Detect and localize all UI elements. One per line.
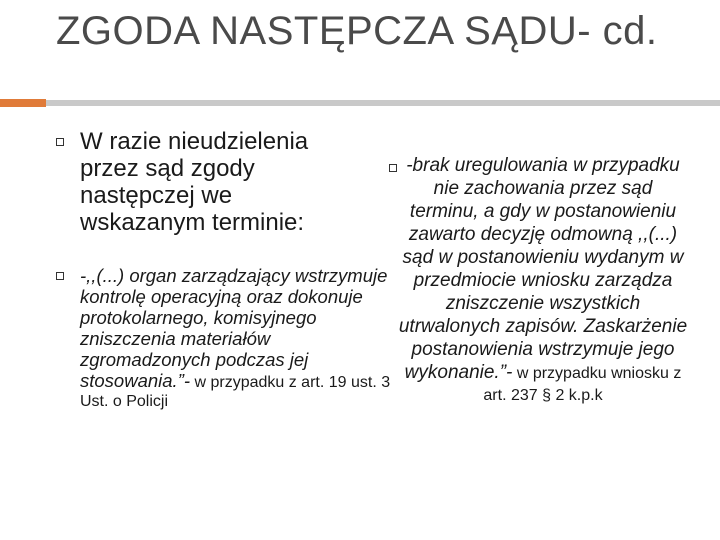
right-bullet: [398, 154, 688, 407]
bullet-icon: [389, 164, 397, 172]
left-bullet-2: [80, 266, 392, 411]
bullet-icon: [56, 272, 64, 280]
left-bullet-2-normal: w przypadku z art. 19 ust. 3 Ust. o Policji: [80, 374, 391, 410]
title-rule-line: [46, 100, 720, 106]
left-bullet-2-italic: -,,(...) organ zarządzający wstrzymuje kontrolę operacyjną oraz dokonuje protokolarnego, komisyjnego zniszczenia materiałów zgromadzonych podczas jej stosowania.”-: [80, 265, 388, 391]
left-bullet-1-text: W razie nieudzielenia przez sąd zgody następczej we wskazanym terminie:: [80, 128, 309, 236]
right-bullet-normal: w przypadku wniosku z art. 237 § 2 k.p.k: [483, 365, 682, 404]
title-rule-accent: [0, 99, 46, 107]
slide-title: ZGODA NASTĘPCZA SĄDU- cd.: [56, 9, 658, 53]
right-bullet-italic: -brak uregulowania w przypadku nie zachowania przez sąd terminu, a gdy w postanowieniu zawarto decyzję odmowną ,,(...) sąd w postanowieniu wydanym w przedmiocie wniosku zarządza zniszczenie wszystkich utrwalonych zapisów. Zaskarżenie postanowienia wstrzymuje jego wykonanie.”-: [398, 155, 688, 383]
bullet-icon: [56, 138, 64, 146]
